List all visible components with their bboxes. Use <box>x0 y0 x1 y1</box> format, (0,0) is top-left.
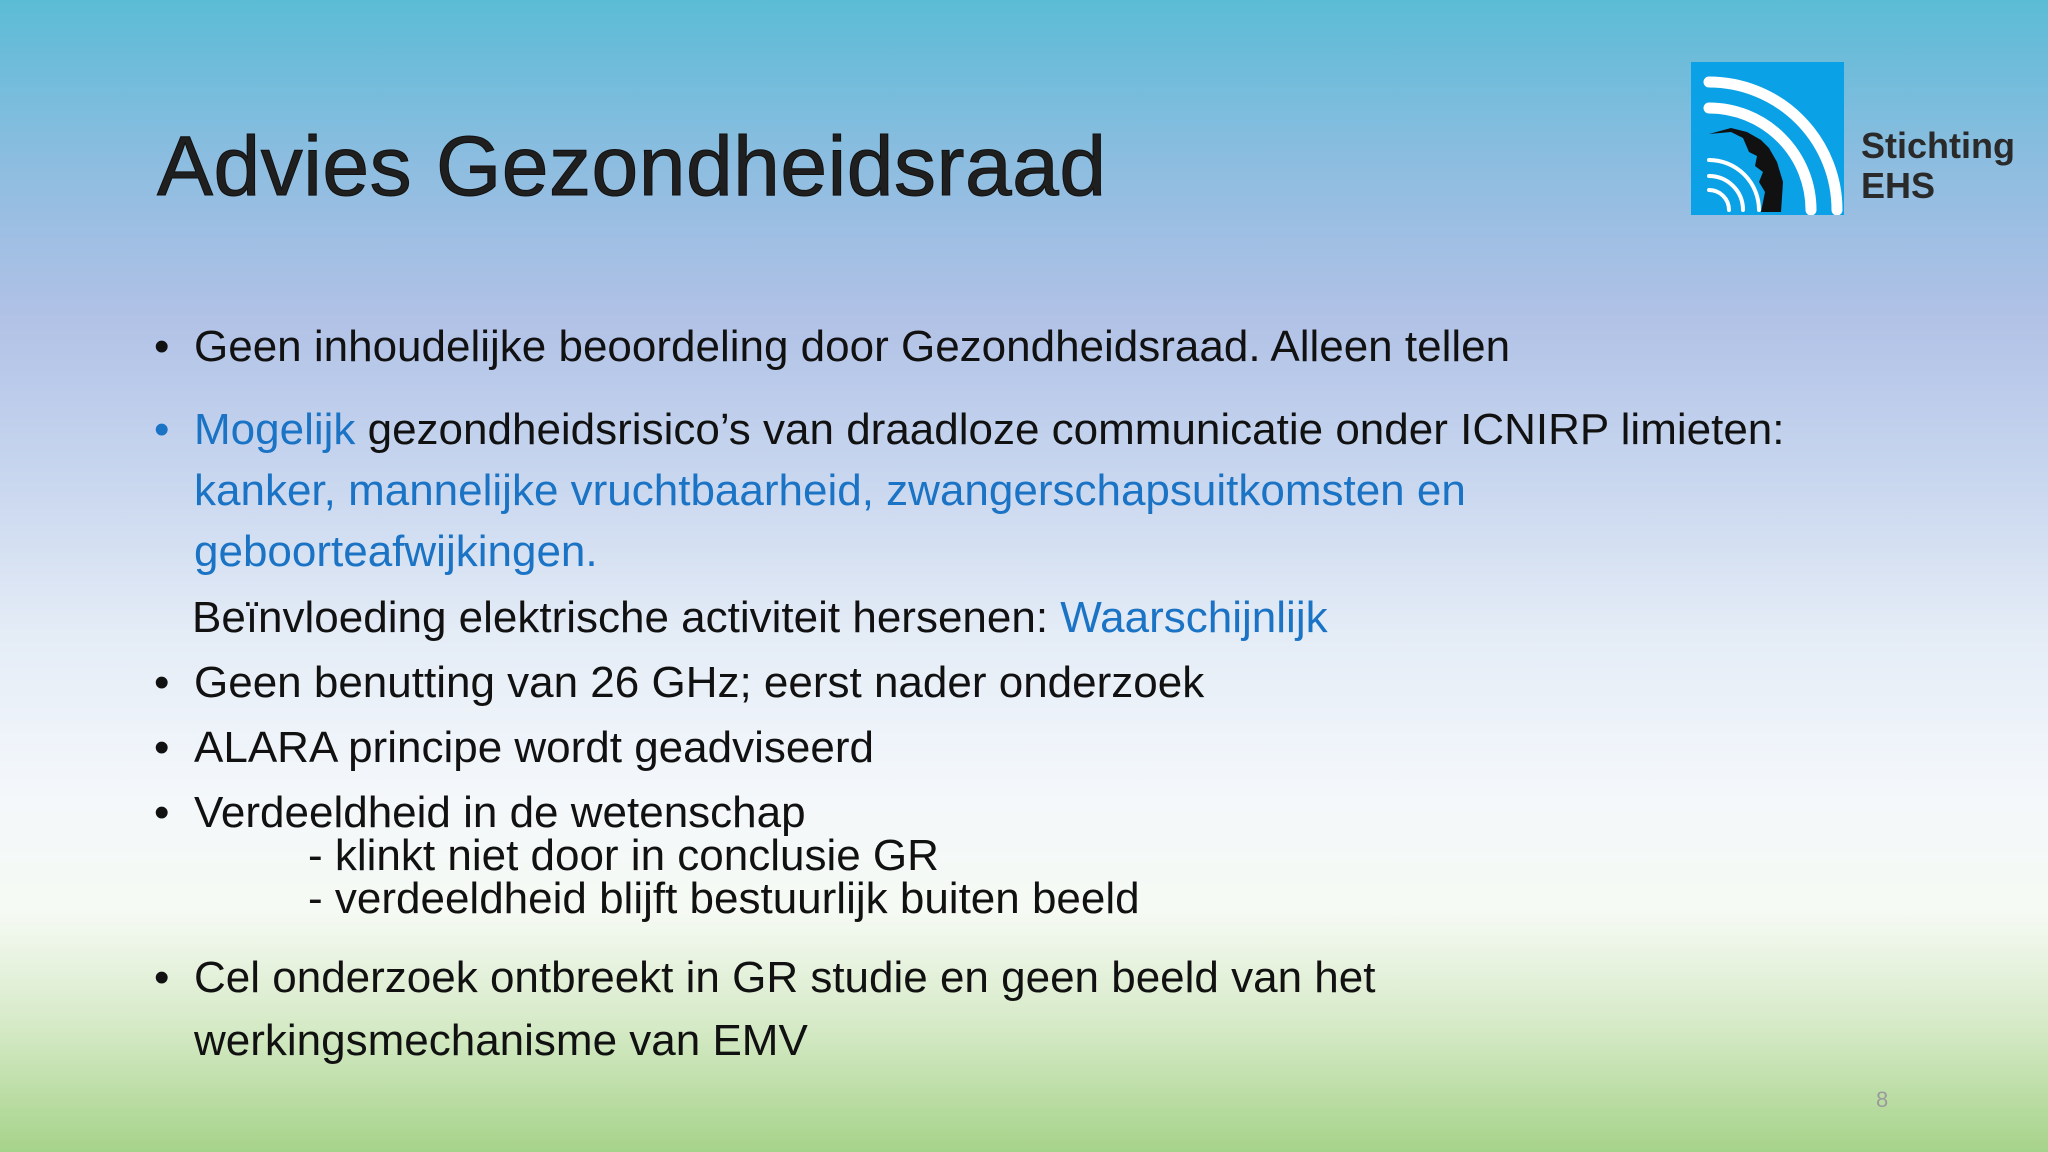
logo-name-line1: Stichting <box>1861 125 2015 166</box>
bullet-marker: • <box>154 723 170 772</box>
page-number: 8 <box>1876 1087 1889 1112</box>
bullet-text: geboorteafwijkingen. <box>194 527 598 576</box>
signal-waves-icon <box>1691 62 1844 215</box>
logo-name-line2: EHS <box>1861 165 1936 206</box>
slide-title: Advies Gezondheidsraad <box>157 119 1107 213</box>
bullet-text: ALARA principe wordt geadviseerd <box>194 723 874 772</box>
bullet-text: werkingsmechanisme van EMV <box>194 1016 808 1065</box>
stichting-ehs-logo <box>1691 62 2031 218</box>
bullet-text: Cel onderzoek ontbreekt in GR studie en geen beeld van het <box>194 953 1376 1002</box>
bullet-text: Geen benutting van 26 GHz; eerst nader onderzoek <box>194 658 1205 707</box>
bullet-text: gezondheidsrisico’s van draadloze communicatie onder ICNIRP limieten: <box>355 405 1785 454</box>
sub-item: - klinkt niet door in conclusie GR <box>308 831 939 880</box>
bullet-marker: • <box>154 322 170 371</box>
bullet-text: Verdeeldheid in de wetenschap <box>194 788 806 837</box>
bullet-text: kanker, mannelijke vruchtbaarheid, zwangerschapsuitkomsten en <box>194 466 1466 515</box>
bullet-highlight: Waarschijnlijk <box>1060 593 1328 642</box>
bullet-text: Geen inhoudelijke beoordeling door Gezondheidsraad. Alleen tellen <box>194 322 1511 371</box>
bullet-marker: • <box>154 788 170 837</box>
bullet-text: Beïnvloeding elektrische activiteit hersenen: <box>192 593 1061 642</box>
bullet-lead-highlight: Mogelijk <box>194 405 356 454</box>
bullet-marker: • <box>154 658 170 707</box>
bullet-marker: • <box>154 953 170 1002</box>
bullet-marker: • <box>154 405 170 454</box>
sub-item: - verdeeldheid blijft bestuurlijk buiten beeld <box>308 874 1140 923</box>
